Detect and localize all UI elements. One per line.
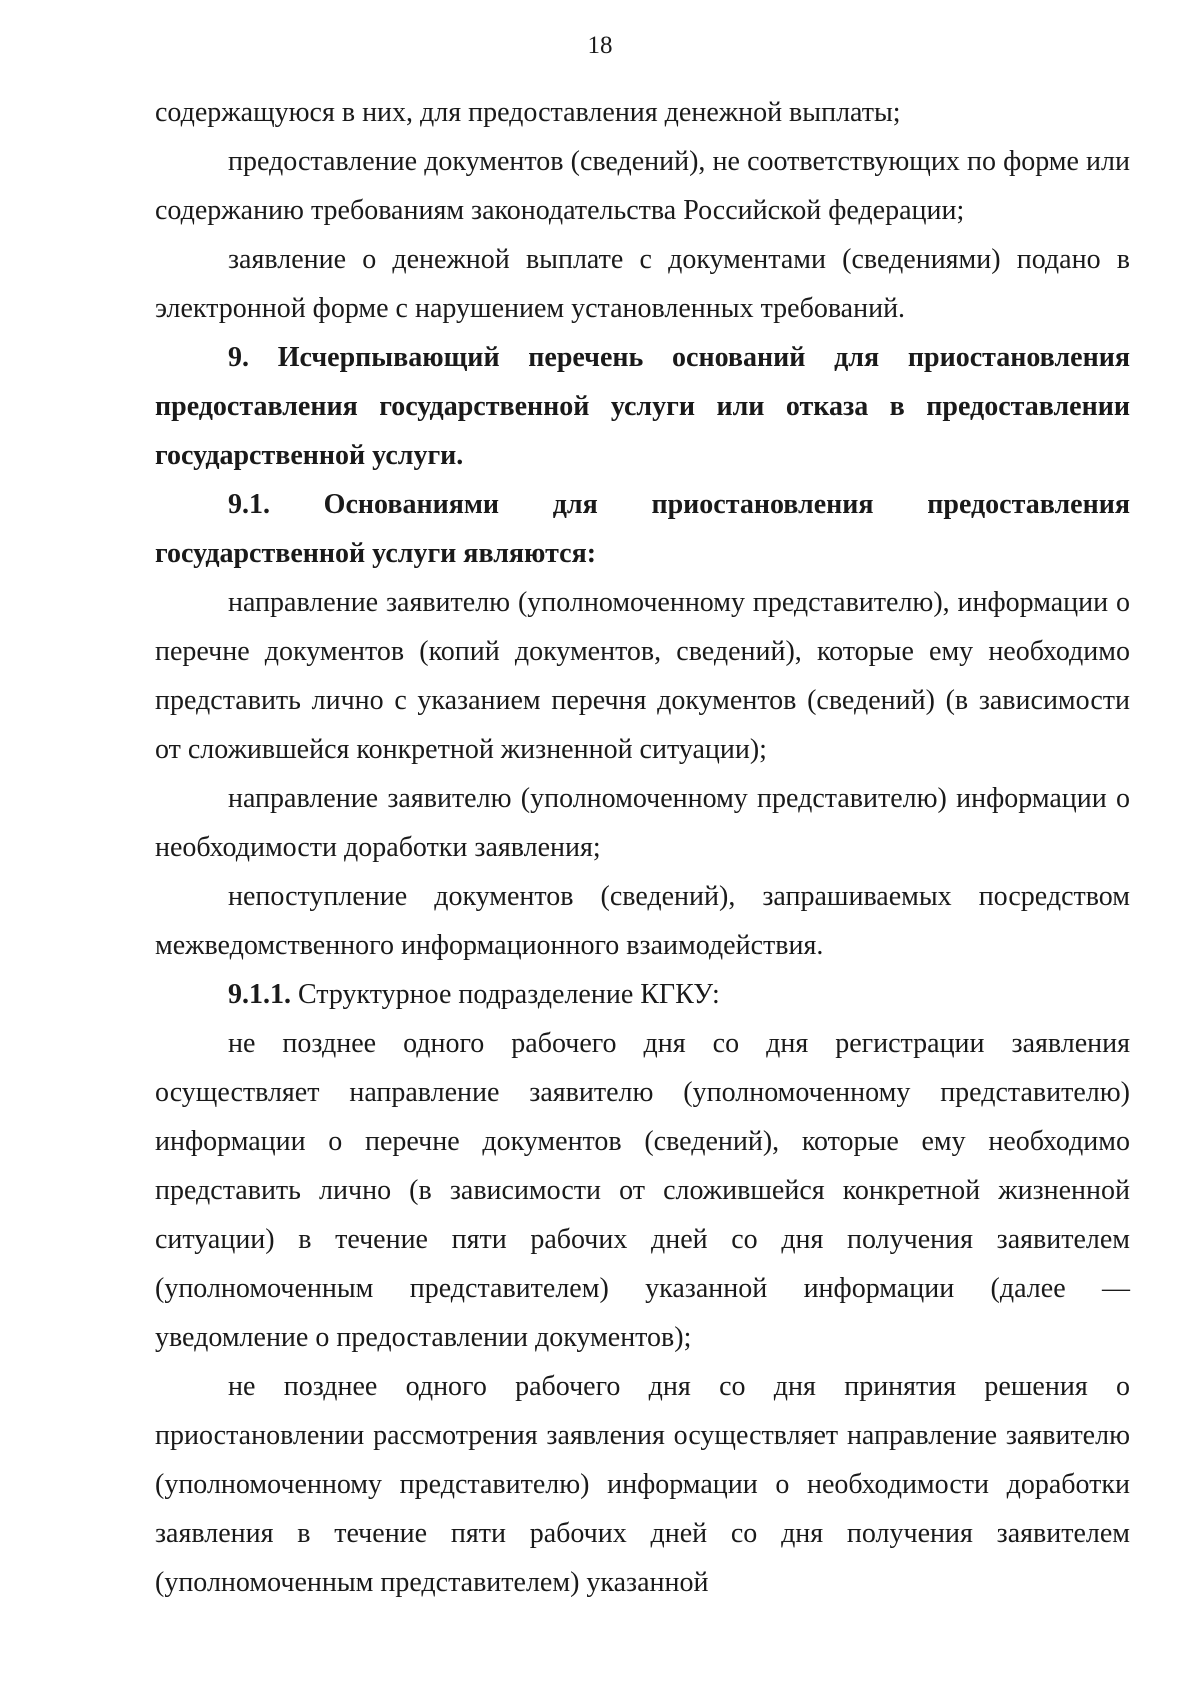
paragraph-registration-deadline: не позднее одного рабочего дня со дня регистрации заявления осуществляет направление заявителю (уполномоченному представителю) информации о перечне документов (сведений), которые ему необходимо представить лично (в зависимости от сложившейся конкретной жизненной ситуации) в течение пяти рабочих дней со дня получения заявителем (уполномоченным представителем) указанной информации (далее — уведомление о предоставлении документов); <box>155 1028 1130 1353</box>
section-heading-9-1-1 <box>155 970 1130 1019</box>
page-number: 18 <box>587 32 613 59</box>
section-heading-9-1: 9.1. Основаниями для приостановления предоставления государственной услуги являются: <box>155 489 1130 569</box>
paragraph-suspension-deadline: не позднее одного рабочего дня со дня принятия решения о приостановлении рассмотрения заявления осуществляет направление заявителю (уполномоченному представителю) информации о необходимости доработки заявления в течение пяти рабочих дней со дня получения заявителем (уполномоченным представителем) указанной <box>155 1371 1130 1598</box>
paragraph-interagency-nonreceipt: непоступление документов (сведений), запрашиваемых посредством межведомственного информационного взаимодействия. <box>155 881 1130 961</box>
section-number-9-1-1: 9.1.1. <box>228 979 291 1010</box>
paragraph-revision-notice: направление заявителю (уполномоченному представителю) информации о необходимости доработки заявления; <box>155 783 1130 863</box>
document-body <box>155 88 1130 1607</box>
section-title-9-1-1: Структурное подразделение КГКУ: <box>291 979 720 1010</box>
section-heading-9: 9. Исчерпывающий перечень оснований для приостановления предоставления государственной услуги или отказа в предоставлении государственной услуги. <box>155 342 1130 471</box>
paragraph-continuation: содержащуюся в них, для предоставления денежной выплаты; <box>155 97 901 128</box>
paragraph-document-list-notice: направление заявителю (уполномоченному представителю), информации о перечне документов (копий документов, сведений), которые ему необходимо представить лично с указанием перечня документов (сведений) (в зависимости от сложившейся конкретной жизненной ситуации); <box>155 587 1130 765</box>
paragraph-nonconforming-documents: предоставление документов (сведений), не соответствующих по форме или содержанию требованиям законодательства Российской федерации; <box>155 146 1130 226</box>
paragraph-electronic-form-violation: заявление о денежной выплате с документами (сведениями) подано в электронной форме с нарушением установленных требований. <box>155 244 1130 324</box>
